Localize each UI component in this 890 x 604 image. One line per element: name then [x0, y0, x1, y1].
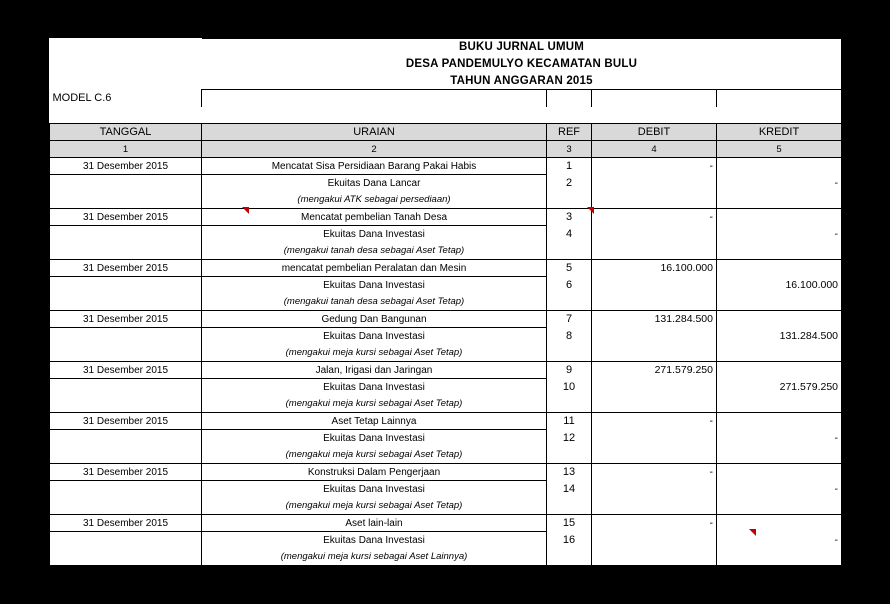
table-row [50, 396, 842, 413]
note-date-blank [50, 345, 202, 362]
entry-credit-description: Ekuitas Dana Investasi [202, 379, 547, 396]
entry-note: (mengakui meja kursi sebagai Aset Tetap) [202, 396, 547, 413]
entry-credit-description: Ekuitas Dana Lancar [202, 175, 547, 192]
entry-date: 31 Desember 2015 [50, 464, 202, 481]
table-row [50, 277, 842, 294]
column-header-row [50, 124, 842, 141]
entry-kredit-blank [717, 311, 842, 328]
empty-date [50, 566, 202, 583]
entry-debit-blank [592, 277, 717, 294]
note-date-blank [50, 498, 202, 515]
note-ref-blank [547, 549, 592, 566]
entry-debit-description: Gedung Dan Bangunan [202, 311, 547, 328]
entry-debit-blank [592, 328, 717, 345]
note-ref-blank [547, 243, 592, 260]
entry-kredit-blank [717, 362, 842, 379]
header-num-4: 4 [592, 141, 717, 158]
entry-date-blank [50, 430, 202, 447]
entry-kredit-amount: 16.100.000 [717, 277, 842, 294]
header-kredit: KREDIT [717, 124, 842, 141]
entry-note: (mengakui meja kursi sebagai Aset Tetap) [202, 345, 547, 362]
note-kredit-blank [717, 294, 842, 311]
entry-date-blank [50, 226, 202, 243]
table-row [50, 413, 842, 430]
entry-credit-description: Ekuitas Dana Investasi [202, 481, 547, 498]
entry-kredit-amount: - [717, 481, 842, 498]
entry-debit-description: Jalan, Irigasi dan Jaringan [202, 362, 547, 379]
table-row [50, 175, 842, 192]
table-row [50, 209, 842, 226]
entry-debit-blank [592, 379, 717, 396]
entry-ref-credit: 10 [547, 379, 592, 396]
entry-debit-amount: 131.284.500 [592, 311, 717, 328]
document-title-2: DESA PANDEMULYO KECAMATAN BULU [405, 58, 638, 70]
entry-date-blank [50, 379, 202, 396]
header-debit: DEBIT [592, 124, 717, 141]
entry-kredit-blank [717, 413, 842, 430]
entry-kredit-blank [717, 209, 842, 226]
note-kredit-blank [717, 345, 842, 362]
model-code: MODEL C.6 [50, 90, 202, 107]
table-row [50, 345, 842, 362]
table-row [50, 311, 842, 328]
header-num-5: 5 [717, 141, 842, 158]
entry-debit-amount: - [592, 209, 717, 226]
table-row-empty [50, 566, 842, 583]
note-debit-blank [592, 243, 717, 260]
entry-kredit-amount: 131.284.500 [717, 328, 842, 345]
entry-debit-blank [592, 226, 717, 243]
note-date-blank [50, 447, 202, 464]
entry-kredit-amount: - [717, 430, 842, 447]
document-title-3: TAHUN ANGGARAN 2015 [202, 73, 842, 90]
table-row [50, 226, 842, 243]
model-blank-kredit [717, 90, 842, 107]
entry-kredit-blank [717, 260, 842, 277]
title-row-3 [50, 73, 842, 90]
journal-table [49, 38, 842, 583]
table-row [50, 464, 842, 481]
header-num-2: 2 [202, 141, 547, 158]
spacer-cell [717, 107, 842, 124]
entry-date-blank [50, 175, 202, 192]
entry-kredit-amount: - [717, 532, 842, 549]
note-debit-blank [592, 294, 717, 311]
table-row [50, 243, 842, 260]
entry-ref-debit: 7 [547, 311, 592, 328]
entry-debit-amount: - [592, 515, 717, 532]
note-debit-blank [592, 447, 717, 464]
entry-ref-debit: 11 [547, 413, 592, 430]
entry-date: 31 Desember 2015 [50, 515, 202, 532]
entry-date-blank [50, 277, 202, 294]
entry-kredit-blank [717, 158, 842, 175]
empty-uraian [202, 566, 547, 583]
title-row-1 [50, 39, 842, 56]
table-row [50, 515, 842, 532]
note-ref-blank [547, 294, 592, 311]
empty-debit [592, 566, 717, 583]
entry-note: (mengakui meja kursi sebagai Aset Tetap) [202, 447, 547, 464]
note-ref-blank [547, 498, 592, 515]
entry-date-blank [50, 481, 202, 498]
note-kredit-blank [717, 396, 842, 413]
entry-ref-credit: 12 [547, 430, 592, 447]
entry-ref-debit: 13 [547, 464, 592, 481]
entry-ref-credit: 8 [547, 328, 592, 345]
note-kredit-blank [717, 192, 842, 209]
entry-debit-blank [592, 175, 717, 192]
table-row [50, 549, 842, 566]
entry-credit-description: Ekuitas Dana Investasi [202, 328, 547, 345]
note-kredit-blank [717, 498, 842, 515]
note-debit-blank [592, 498, 717, 515]
entry-debit-blank [592, 532, 717, 549]
title-spacer [50, 73, 202, 90]
model-blank-uraian [202, 90, 547, 107]
table-row [50, 362, 842, 379]
title-row-2 [50, 56, 842, 73]
entry-date: 31 Desember 2015 [50, 158, 202, 175]
entry-ref-debit: 9 [547, 362, 592, 379]
entry-debit-amount: - [592, 413, 717, 430]
note-kredit-blank [717, 243, 842, 260]
model-blank-ref [547, 90, 592, 107]
table-row [50, 379, 842, 396]
entry-ref-credit: 6 [547, 277, 592, 294]
note-debit-blank [592, 345, 717, 362]
entry-ref-credit: 16 [547, 532, 592, 549]
entry-debit-amount: - [592, 158, 717, 175]
header-num-1: 1 [50, 141, 202, 158]
header-uraian: URAIAN [202, 124, 547, 141]
entry-kredit-amount: - [717, 226, 842, 243]
title-spacer [50, 39, 202, 56]
entry-note: (mengakui meja kursi sebagai Aset Lainnya) [202, 549, 547, 566]
model-row [50, 90, 842, 107]
column-number-row [50, 141, 842, 158]
table-row [50, 430, 842, 447]
entry-credit-description: Ekuitas Dana Investasi [202, 277, 547, 294]
entry-credit-description: Ekuitas Dana Investasi [202, 532, 547, 549]
note-debit-blank [592, 549, 717, 566]
entry-date: 31 Desember 2015 [50, 260, 202, 277]
entry-debit-description: Aset lain-lain [202, 515, 547, 532]
entry-date: 31 Desember 2015 [50, 209, 202, 226]
document-title-1: BUKU JURNAL UMUM [202, 39, 842, 56]
entry-debit-blank [592, 430, 717, 447]
entry-debit-description: Konstruksi Dalam Pengerjaan [202, 464, 547, 481]
entry-debit-description: Mencatat Sisa Persidiaan Barang Pakai Habis [202, 158, 547, 175]
header-tanggal: TANGGAL [50, 124, 202, 141]
empty-kredit [717, 566, 842, 583]
entry-debit-blank [592, 481, 717, 498]
spacer-cell [50, 107, 202, 124]
table-row [50, 294, 842, 311]
entry-ref-debit: 5 [547, 260, 592, 277]
entry-ref-debit: 1 [547, 158, 592, 175]
note-date-blank [50, 192, 202, 209]
table-row [50, 447, 842, 464]
entry-credit-description: Ekuitas Dana Investasi [202, 430, 547, 447]
spacer-cell [547, 107, 592, 124]
entry-ref-debit: 15 [547, 515, 592, 532]
note-ref-blank [547, 192, 592, 209]
spacer-cell [202, 107, 547, 124]
entry-date: 31 Desember 2015 [50, 311, 202, 328]
entry-date: 31 Desember 2015 [50, 413, 202, 430]
entry-debit-description: Mencatat pembelian Tanah Desa [202, 209, 547, 226]
title-spacer [50, 56, 202, 73]
entry-note: (mengakui meja kursi sebagai Aset Tetap) [202, 498, 547, 515]
entry-debit-amount: 271.579.250 [592, 362, 717, 379]
entry-debit-amount: 16.100.000 [592, 260, 717, 277]
note-debit-blank [592, 192, 717, 209]
entry-note: (mengakui tanah desa sebagai Aset Tetap) [202, 243, 547, 260]
table-row [50, 260, 842, 277]
entry-date-blank [50, 532, 202, 549]
spacer-row [50, 107, 842, 124]
note-debit-blank [592, 396, 717, 413]
note-date-blank [50, 243, 202, 260]
entry-date: 31 Desember 2015 [50, 362, 202, 379]
entry-kredit-amount: 271.579.250 [717, 379, 842, 396]
header-ref: REF [547, 124, 592, 141]
entry-ref-credit: 14 [547, 481, 592, 498]
entry-kredit-blank [717, 464, 842, 481]
entry-kredit-amount: - [717, 175, 842, 192]
entry-ref-credit: 4 [547, 226, 592, 243]
header-num-3: 3 [547, 141, 592, 158]
worksheet-sheet [49, 38, 841, 566]
entry-debit-amount: - [592, 464, 717, 481]
entry-debit-description: Aset Tetap Lainnya [202, 413, 547, 430]
entry-note: (mengakui tanah desa sebagai Aset Tetap) [202, 294, 547, 311]
note-kredit-blank [717, 549, 842, 566]
note-ref-blank [547, 447, 592, 464]
entry-debit-description: mencatat pembelian Peralatan dan Mesin [202, 260, 547, 277]
entry-kredit-blank [717, 515, 842, 532]
table-row [50, 532, 842, 549]
table-row [50, 481, 842, 498]
spacer-cell [592, 107, 717, 124]
entry-ref-credit: 2 [547, 175, 592, 192]
table-row [50, 498, 842, 515]
entry-ref-debit: 3 [547, 209, 592, 226]
note-date-blank [50, 549, 202, 566]
note-kredit-blank [717, 447, 842, 464]
entry-note: (mengakui ATK sebagai persediaan) [202, 192, 547, 209]
model-blank-debit [592, 90, 717, 107]
note-ref-blank [547, 396, 592, 413]
table-row [50, 158, 842, 175]
table-row [50, 192, 842, 209]
note-date-blank [50, 396, 202, 413]
entry-date-blank [50, 328, 202, 345]
note-ref-blank [547, 345, 592, 362]
table-row [50, 328, 842, 345]
entry-credit-description: Ekuitas Dana Investasi [202, 226, 547, 243]
empty-ref [547, 566, 592, 583]
note-date-blank [50, 294, 202, 311]
